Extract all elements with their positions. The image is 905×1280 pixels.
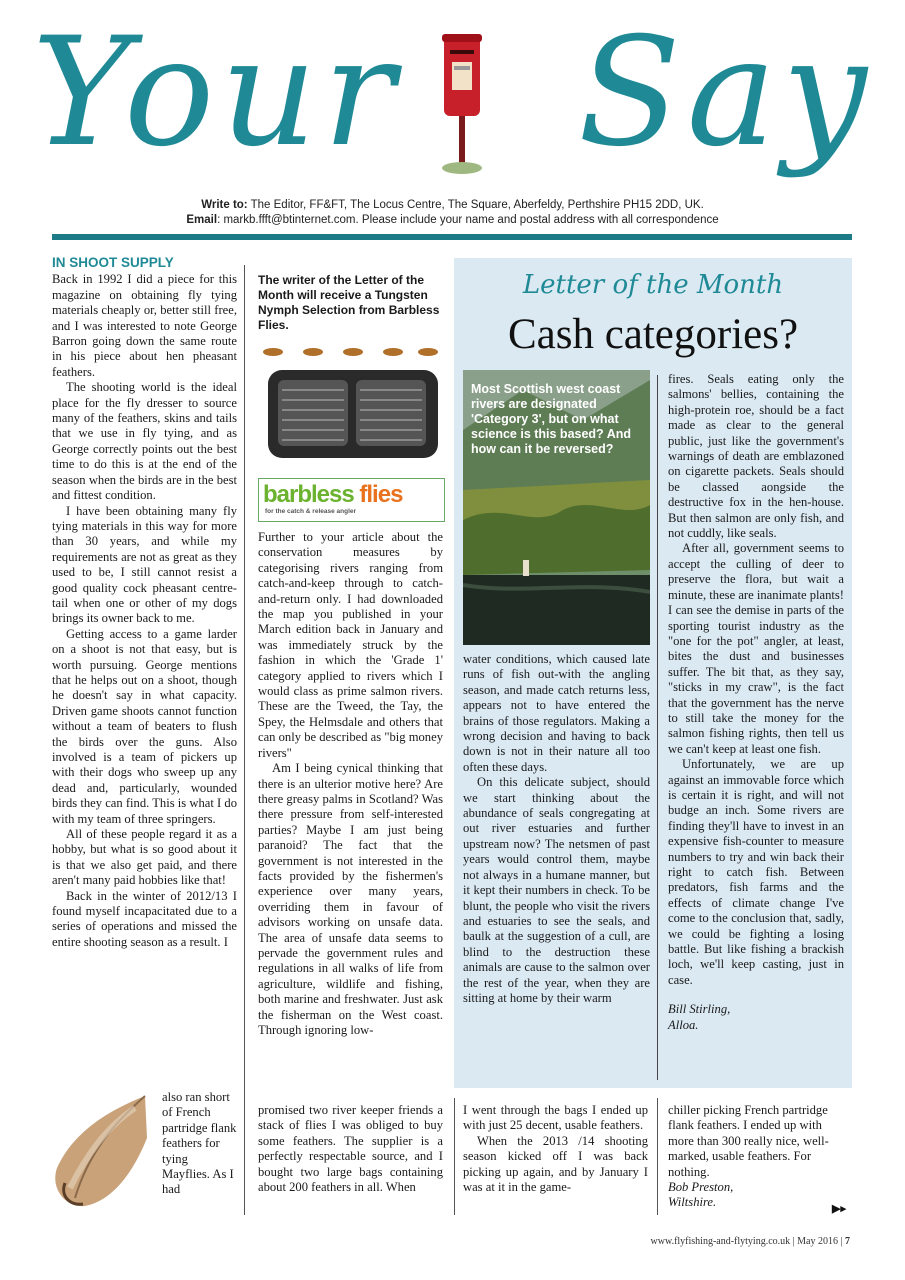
- prize-text: The writer of the Letter of the Month will receive a Tungsten Nymph Selection from Barbless Flies.: [258, 273, 440, 332]
- email-text: : markb.ffft@btinternet.com. Please include your name and postal address with all correspondence: [217, 214, 719, 226]
- left-letter-continuation: [162, 1090, 237, 1198]
- paragraph: Back in the winter of 2012/13 I found myself incapacitated due to a series of operations and missed the entire shooting season as a result. I: [52, 888, 237, 949]
- title-word-your: Your: [32, 6, 401, 180]
- lotm-column-1: [258, 530, 443, 1038]
- page-footer: [651, 1236, 850, 1247]
- paragraph: also ran short of French partridge flank feathers for tying Mayflies. As I had: [162, 1090, 237, 1197]
- paragraph: When the 2013 /14 shooting season kicked off I was back picking up again, and by January I was at it in the game-: [463, 1133, 648, 1195]
- write-to-address: The Editor, FF&FT, The Locus Centre, The Square, Aberfeldy, Perthshire PH15 2DD, UK.: [247, 199, 704, 211]
- left-letter-cont-col3: [463, 1103, 648, 1195]
- river-photo: [463, 370, 650, 645]
- left-letter-cont-col2: [258, 1103, 443, 1195]
- column-divider: [657, 1098, 658, 1215]
- lotm-title: Cash categories?: [507, 311, 799, 358]
- paragraph: Am I being cynical thinking that there is an ulterior motive here? Are there greasy palms in Scotland? Was there pressure from self-interested parties? Maybe I am just being paranoid? The fact that the government is not interested in the facts provided by the fishermen's experience over many years, overriding them in favour of advisors working on unsafe data. The area of unsafe data seems to pervade the government rules and regulations in all walks of life from agriculture, wildlife and fishing, both marine and freshwater. Just ask the fisherman on the West coast. Through ignoring low-: [258, 761, 443, 1037]
- column-divider: [657, 375, 658, 1080]
- lotm-signature-name: Bill Stirling,: [668, 1002, 731, 1017]
- paragraph: On this delicate subject, should we start thinking about the abundance of seals congregating at out river estuaries and further upstream now? The netsmen of past years would control them, maybe not always in a humane manner, but it kept their numbers in check. To be blunt, the people who visit the rivers and estuaries to see the seals, and baulk at the suggestion of a cull, are blind to the destruction these animals are cause to the salmon over the rest of the year, when they are sitting at home by their warm: [463, 775, 650, 1005]
- left-letter-column: [52, 255, 237, 950]
- postbox-illustration: [440, 28, 484, 178]
- barbless-flies-logo: [258, 478, 445, 522]
- paragraph: Further to your article about the conservation measures by categorising rivers ranging from catch-and-keep through to catch-and-return only. I had downloaded the map you published in your March edition back in January and was immediately struck by the fashion in which the 'Grade 1' category applied to rivers which I would class as prime salmon rivers. These are the Tweed, the Tay, the Spey, the Helmsdale and others that can only be described as "big money rivers": [258, 530, 443, 760]
- photo-caption: Most Scottish west coast rivers are designated 'Category 3', but on what science is this based? And how can it be reversed?: [471, 382, 632, 456]
- continue-arrows-icon: ▶▸: [832, 1203, 846, 1215]
- column-divider: [244, 265, 245, 1215]
- write-to-label: Write to:: [201, 199, 248, 211]
- lotm-kicker: Letter of the Month: [522, 270, 784, 300]
- masthead: [0, 0, 905, 205]
- paragraph: Back in 1992 I did a piece for this magazine on obtaining fly tying materials cheaply or, better still free, and I was interested to note George Barron going down the same route in his piece about hen pheasant feathers.: [52, 272, 237, 379]
- paragraph: water conditions, which caused late runs of fish out-with the angling season, and made catch returns less, appears not to have entered the brains of those regulators. Making a wrong decision and having to back down is not in their nature all too often these days.: [463, 652, 650, 774]
- footer-url: www.flyfishing-and-flytying.co.uk | May 2016 |: [650, 1236, 845, 1247]
- page-number: 7: [845, 1236, 850, 1247]
- left-signature-name: Bob Preston,: [668, 1180, 734, 1195]
- logo-word-flies: flies: [359, 481, 403, 508]
- email-label: Email: [186, 214, 218, 226]
- left-letter-heading: IN SHOOT SUPPLY: [52, 255, 174, 270]
- title-word-say: Say: [578, 6, 873, 180]
- paragraph: Getting access to a game larder on a shoot is not that easy, but is worth pursuing. George mentions that he helps out on a shoot, though he doesn't say in what capacity. Driven game shoots cannot function without a team of beaters to flush the birds over the guns. Also involved is a team of pickers up with their dogs who sweep up any dead and, particularly, wounded birds they can find. This is what I do with my team of three springers.: [52, 626, 237, 826]
- logo-word-barbless: barbless: [263, 481, 354, 508]
- paragraph: chiller picking French partridge flank feathers. I ended up with more than 300 really nice, well-marked, usable feathers. For nothing.: [668, 1103, 829, 1179]
- paragraph: After all, government seems to accept the culling of deer to preserve the flora, but wait a minute, these are inanimate plants! I can see the demise in parts of the sporting tourist industry as the "one for the pot" angler, at least, bites the dust and businesses suffer. The bit that, as they say, "sticks in my craw", is the fact that the government has the nerve to still take the money for the salmon fishing rights, then tell us we can't keep at least one fish.: [668, 541, 844, 756]
- column-divider: [454, 1098, 455, 1215]
- paragraph: promised two river keeper friends a stack of flies I was obliged to buy some feathers. The supplier is a perfectly respectable source, and I bought two large bags containing about 200 feathers in all. When: [258, 1103, 443, 1195]
- paragraph: fires. Seals eating only the salmons' bellies, containing the high-protein roe, should be a fact made as clear to the general public, just like the government's warnings of death are emblazoned on cigarette packets. Seals should be classed aongside the destructive fox in the hen-house. But then salmon are only fish, and not cuddly, like seals.: [668, 372, 844, 541]
- paragraph: The shooting world is the ideal place for the fly dresser to source many of the feathers, skins and tails that we use in fly tying, and as George correctly points out the best time to do this is at the end of the season when the birds are in the best and fittest condition.: [52, 380, 237, 503]
- header-rule: [52, 234, 852, 240]
- paragraph: I have been obtaining many fly tying materials in this way for more than 30 years, and while my requirements are not as great as they used to be, I still cannot resist a good quality cock pheasant centre-tail when one or other of my dogs brings its owner back to me.: [52, 503, 237, 626]
- left-letter-cont-col4: [668, 1103, 844, 1211]
- logo-tagline: for the catch & release angler: [265, 508, 357, 515]
- lotm-column-3: [668, 372, 844, 1033]
- feather-illustration: [35, 1088, 160, 1218]
- lotm-signature-place: Alloa.: [668, 1017, 699, 1032]
- fly-box-illustration: [258, 340, 443, 465]
- left-signature-place: Wiltshire.: [668, 1195, 717, 1210]
- contact-info: [0, 198, 905, 228]
- paragraph: I went through the bags I ended up with just 25 decent, usable feathers.: [463, 1103, 648, 1133]
- lotm-column-2: [463, 652, 650, 1006]
- paragraph: Unfortunately, we are up against an immovable force which is certain it is right, and will not budge an inch. Some rivers are finding they'll have to invest in an expensive fish-counter to measure numbers to try and win back their right to catch fish. Between predators, fish farms and the effects of climate change I've come to the conclusion that, sadly, we could be fighting a losing battle. But like fishing a brackish loch, we'll keep casting, just in case.: [668, 757, 844, 987]
- paragraph: All of these people regard it as a hobby, but what is so good about it is that we also get paid, and there aren't many paid hobbies like that!: [52, 827, 237, 888]
